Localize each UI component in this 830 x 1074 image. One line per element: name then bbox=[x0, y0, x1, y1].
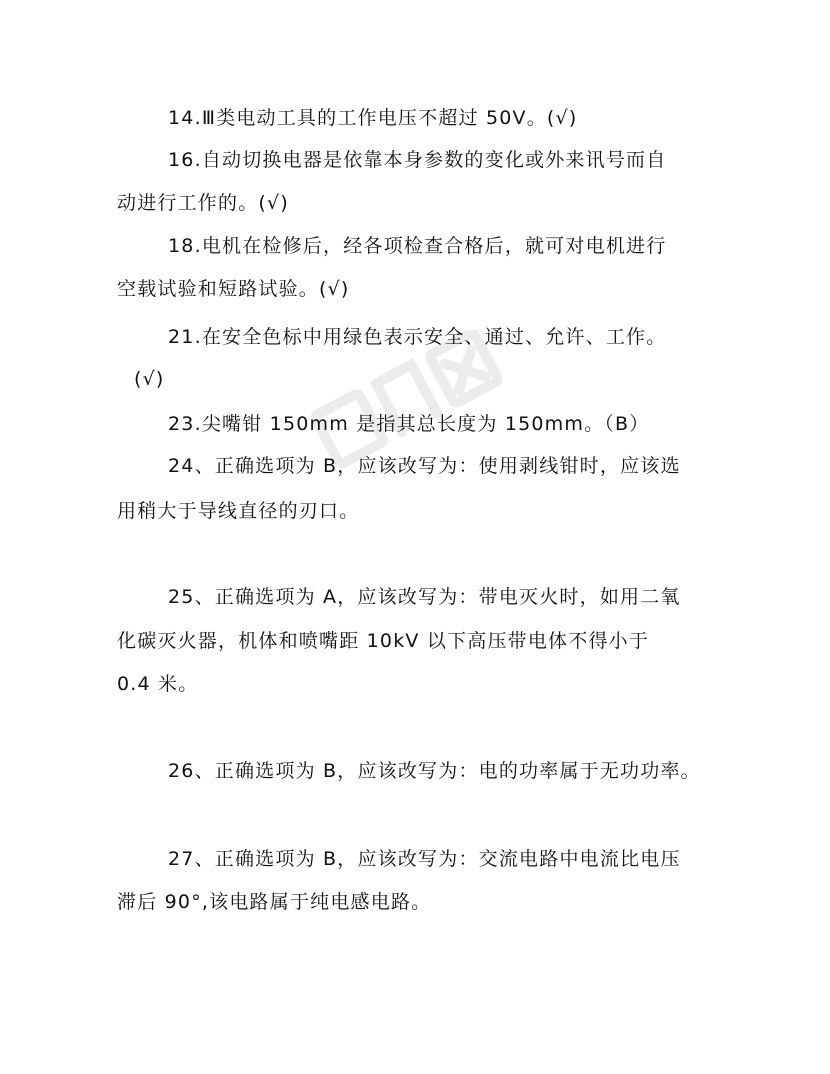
answer-24-line-1: 24、正确选项为 B，应该改写为：使用剥线钳时，应该选 bbox=[168, 455, 681, 477]
question-14-line: 14.Ⅲ类电动工具的工作电压不超过 50V。(√) bbox=[168, 107, 578, 129]
question-23-line: 23.尖嘴钳 150mm 是指其总长度为 150mm。（B） bbox=[168, 413, 650, 435]
question-16-line-1: 16.自动切换电器是依靠本身参数的变化或外来讯号而自 bbox=[168, 149, 667, 171]
answer-25-line-2: 化碳灭火器，机体和喷嘴距 10kV 以下高压带电体不得小于 bbox=[117, 630, 650, 652]
question-18-line-2: 空载试验和短路试验。(√) bbox=[117, 278, 350, 300]
question-21-line-1: 21.在安全色标中用绿色表示安全、通过、允许、工作。 bbox=[168, 326, 667, 348]
answer-25-line-3: 0.4 米。 bbox=[117, 673, 199, 695]
question-18-line-1: 18.电机在检修后，经各项检查合格后，就可对电机进行 bbox=[168, 235, 667, 257]
question-16-line-2: 动进行工作的。(√) bbox=[117, 192, 289, 214]
answer-24-line-2: 用稍大于导线直径的刃口。 bbox=[117, 500, 360, 522]
answer-25-line-1: 25、正确选项为 A，应该改写为：带电灭火时，如用二氧 bbox=[168, 586, 681, 608]
answer-27-line-1: 27、正确选项为 B，应该改写为：交流电路中电流比电压 bbox=[168, 848, 681, 870]
answer-27-line-2: 滞后 90°,该电路属于纯电感电路。 bbox=[117, 891, 432, 913]
question-21-line-2: (√) bbox=[134, 368, 165, 390]
answer-26-line: 26、正确选项为 B，应该改写为：电的功率属于无功功率。 bbox=[168, 760, 701, 782]
